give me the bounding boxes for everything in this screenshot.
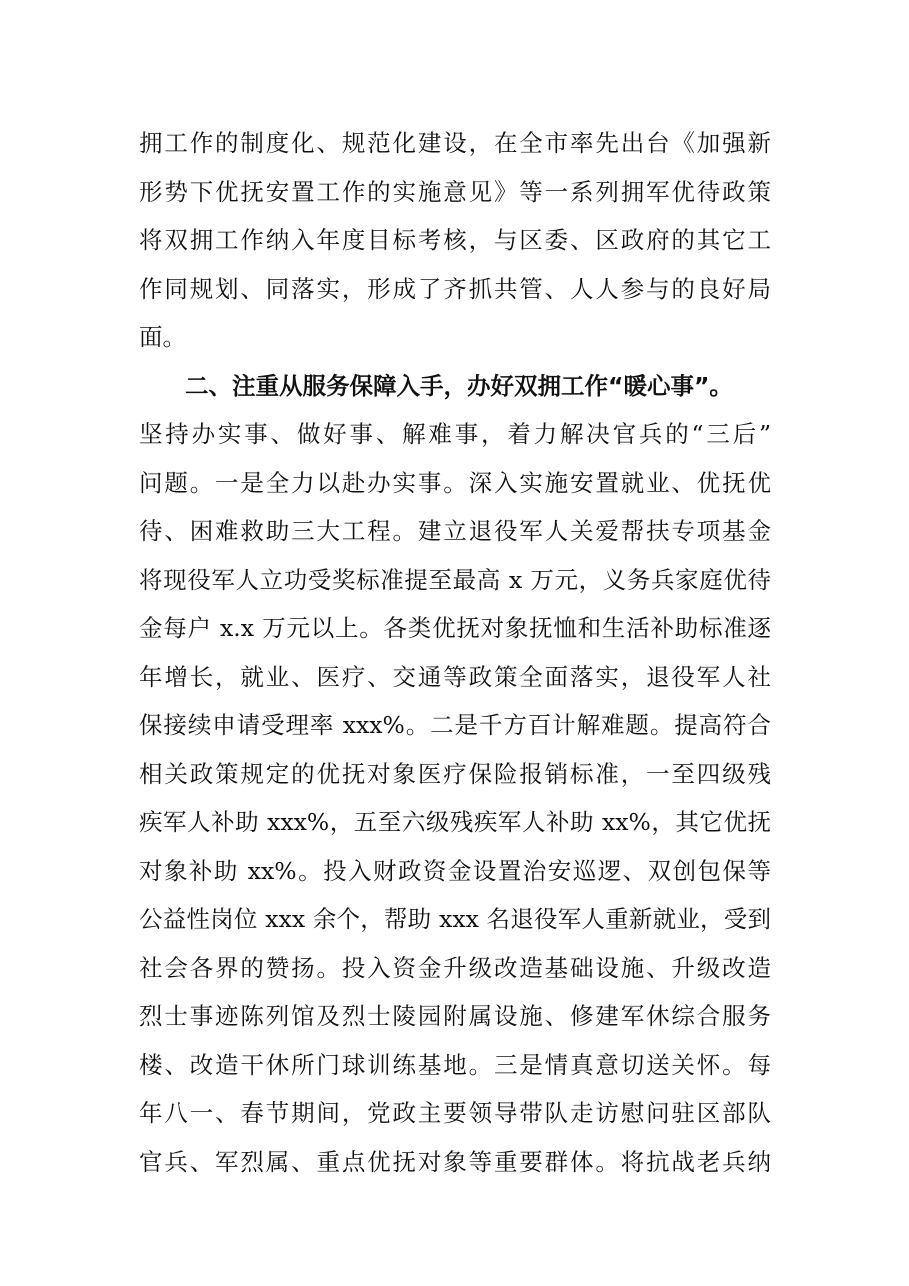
paragraph-2-line-9: 疾军人补助 xxx%，五至六级残疾军人补助 xx%，其它优抚 bbox=[139, 808, 771, 836]
paragraph-1-line-1: 拥工作的制度化、规范化建设，在全市率先出台《加强新 bbox=[139, 129, 771, 157]
paragraph-2-line-1: 坚持办实事、做好事、解难事，着力解决官兵的“三后” bbox=[139, 420, 771, 448]
paragraph-1-line-4: 作同规划、同落实，形成了齐抓共管、人人参与的良好局 bbox=[139, 275, 771, 303]
paragraph-2-line-5: 金每户 x.x 万元以上。各类优抚对象抚恤和生活补助标准逐 bbox=[139, 614, 771, 642]
paragraph-2-line-13: 烈士事迹陈列馆及烈士陵园附属设施、修建军休综合服务 bbox=[139, 1002, 771, 1030]
paragraph-2-line-12: 社会各界的赞扬。投入资金升级改造基础设施、升级改造 bbox=[139, 954, 771, 982]
paragraph-1-line-2: 形势下优抚安置工作的实施意见》等一系列拥军优待政策 bbox=[139, 178, 771, 206]
paragraph-2-line-7: 保接续申请受理率 xxx%。二是千方百计解难题。提高符合 bbox=[139, 711, 771, 739]
paragraph-2-line-4: 将现役军人立功受奖标准提至最高 x 万元，义务兵家庭优待 bbox=[139, 566, 771, 594]
paragraph-1-line-3: 将双拥工作纳入年度目标考核，与区委、区政府的其它工 bbox=[139, 226, 771, 254]
paragraph-2-line-11: 公益性岗位 xxx 余个，帮助 xxx 名退役军人重新就业，受到 bbox=[139, 905, 771, 933]
section-heading: 二、注重从服务保障入手，办好双拥工作“暖心事”。 bbox=[185, 372, 733, 400]
paragraph-2-line-3: 待、困难救助三大工程。建立退役军人关爱帮扶专项基金 bbox=[139, 517, 771, 545]
paragraph-2-line-2: 问题。一是全力以赴办实事。深入实施安置就业、优抚优 bbox=[139, 469, 771, 497]
paragraph-2-line-14: 楼、改造干休所门球训练基地。三是情真意切送关怀。每 bbox=[139, 1051, 771, 1079]
paragraph-2-line-8: 相关政策规定的优抚对象医疗保险报销标准，一至四级残 bbox=[139, 760, 771, 788]
paragraph-1-line-5: 面。 bbox=[139, 323, 186, 351]
paragraph-2-line-10: 对象补助 xx%。投入财政资金设置治安巡逻、双创包保等 bbox=[139, 857, 771, 885]
paragraph-2-line-6: 年增长，就业、医疗、交通等政策全面落实，退役军人社 bbox=[139, 663, 771, 691]
paragraph-2-line-15: 年八一、春节期间，党政主要领导带队走访慰问驻区部队 bbox=[139, 1099, 771, 1127]
paragraph-2-line-16: 官兵、军烈属、重点优抚对象等重要群体。将抗战老兵纳 bbox=[139, 1148, 771, 1176]
